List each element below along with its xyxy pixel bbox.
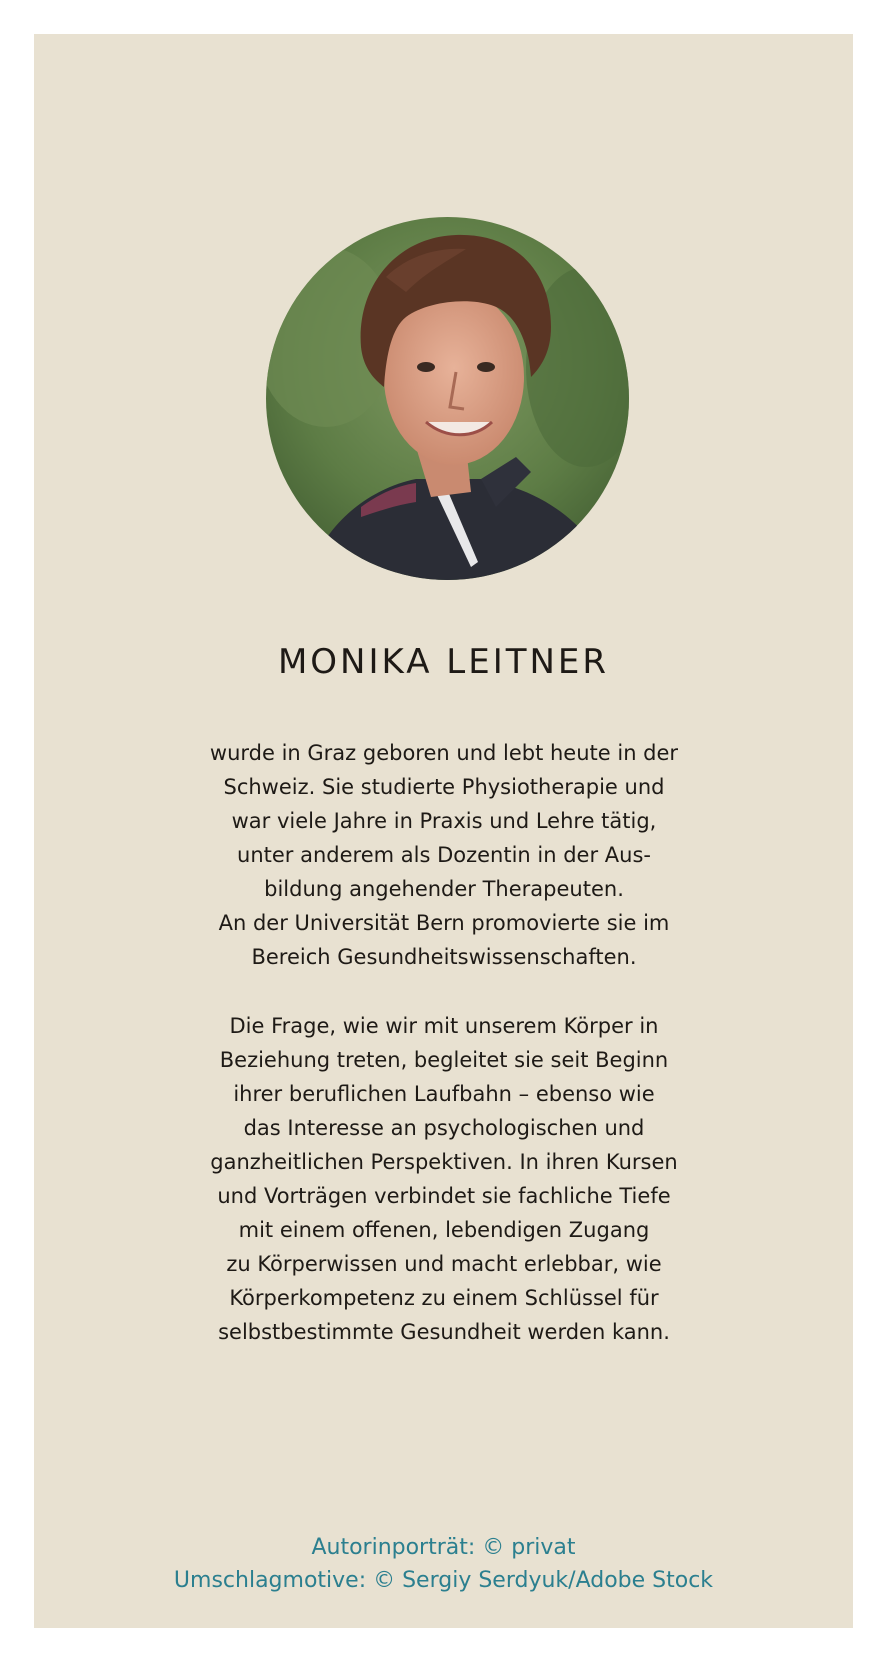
bio-line: Die Frage, wie wir mit unserem Körper in — [229, 1014, 659, 1038]
bio-line: selbstbestimmte Gesundheit werden kann. — [218, 1320, 670, 1344]
bio-line: zu Körperwissen und macht erlebbar, wie — [226, 1252, 662, 1276]
bio-line: ganzheitlichen Perspektiven. In ihren Kursen — [210, 1150, 678, 1174]
bio-paragraph-2 — [184, 1009, 704, 1349]
portrait-credit: Autorinporträt: © privat — [311, 1535, 576, 1560]
bio-line: An der Universität Bern promovierte sie im — [218, 911, 670, 935]
bio-line: unter anderem als Dozentin in der Aus- — [237, 843, 651, 867]
bio-line: Bereich Gesundheitswissenschaften. — [251, 945, 637, 969]
bio-line: wurde in Graz geboren und lebt heute in der — [209, 741, 679, 765]
image-credits — [34, 1531, 853, 1597]
bio-line: und Vorträgen verbindet sie fachliche Tiefe — [217, 1184, 671, 1208]
author-portrait-image — [266, 217, 629, 580]
bio-line: war viele Jahre in Praxis und Lehre tätig, — [231, 809, 657, 833]
bio-line: bildung angehender Therapeuten. — [264, 877, 624, 901]
bio-line: mit einem offenen, lebendigen Zugang — [238, 1218, 650, 1242]
book-back-flap — [34, 34, 853, 1628]
bio-line: ihrer beruflichen Laufbahn – ebenso wie — [233, 1082, 655, 1106]
cover-credit: Umschlagmotive: © Sergiy Serdyuk/Adobe Stock — [173, 1568, 714, 1593]
bio-line: das Interesse an psychologischen und — [243, 1116, 645, 1140]
bio-paragraph-1 — [184, 736, 704, 974]
bio-line: Beziehung treten, begleitet sie seit Beginn — [219, 1048, 669, 1072]
portrait-illustration — [266, 217, 629, 580]
bio-line: Körperkompetenz zu einem Schlüssel für — [229, 1286, 659, 1310]
bio-line: Schweiz. Sie studierte Physiotherapie und — [223, 775, 665, 799]
author-name: MONIKA LEITNER — [277, 642, 610, 682]
